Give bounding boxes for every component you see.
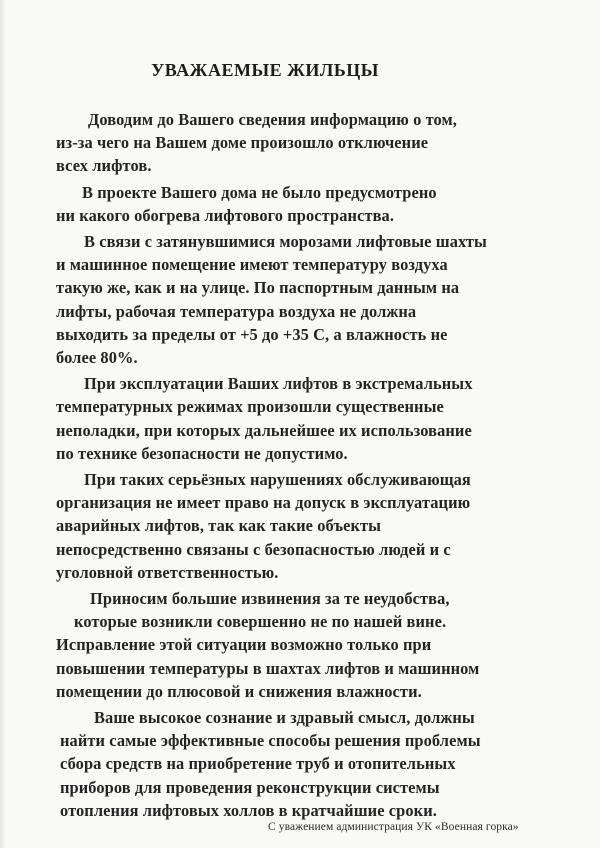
text-line: из-за чего на Вашем доме произошло отключение bbox=[56, 133, 429, 153]
text-line: приборов для проведения реконструкции системы bbox=[60, 777, 440, 797]
text-line: непосредственно связаны с безопасностью людей и с bbox=[56, 539, 451, 559]
text-line: по технике безопасности не допустимо. bbox=[56, 443, 348, 463]
paragraph-malfunctions bbox=[56, 372, 578, 465]
text-line: выходить за пределы от +5 до +35 С, а влажность не bbox=[56, 324, 448, 344]
text-line: неполадки, при которых дальнейшее их использование bbox=[56, 420, 472, 440]
text-line: При эксплуатации Ваших лифтов в экстремальных bbox=[84, 374, 473, 394]
text-line: В проекте Вашего дома не было предусмотрено bbox=[82, 182, 437, 202]
text-line: которые возникли совершенно не по нашей вине. bbox=[74, 612, 447, 632]
text-line: Исправление этой ситуации возможно только при bbox=[56, 635, 432, 655]
text-line: организация не имеет право на допуск в эксплуатацию bbox=[56, 493, 471, 513]
paragraph-no-heating bbox=[56, 181, 578, 227]
text-line: Приносим большие извинения за те неудобства, bbox=[90, 589, 450, 609]
text-line: В связи с затянувшимися морозами лифтовые шахты bbox=[84, 232, 487, 252]
paragraph-funds-request bbox=[60, 706, 578, 822]
text-line: повышении температуры в шахтах лифтов и машинном bbox=[56, 658, 480, 678]
text-line: всех лифтов. bbox=[56, 156, 152, 176]
paper-edge-shadow bbox=[0, 0, 6, 848]
text-line: более 80%. bbox=[56, 348, 138, 368]
paragraph-outage-info bbox=[56, 108, 578, 178]
signature-line: С уважением администрация УК «Военная горка» bbox=[268, 821, 519, 833]
text-line: отопления лифтовых холлов в кратчайшие сроки. bbox=[60, 800, 437, 820]
text-line: такую же, как и на улице. По паспортным данным на bbox=[56, 278, 460, 298]
text-line: Ваше высокое сознание и здравый смысл, должны bbox=[94, 708, 475, 728]
paragraph-no-permit bbox=[56, 468, 578, 584]
paragraph-frost-conditions bbox=[56, 230, 578, 369]
text-line: ни какого обогрева лифтового пространства. bbox=[56, 205, 395, 225]
paragraph-apology bbox=[56, 587, 578, 703]
notice-body bbox=[56, 108, 578, 825]
text-line: температурных режимах произошли существенные bbox=[56, 397, 444, 417]
text-line: сбора средств на приобретение труб и отопительных bbox=[60, 754, 456, 774]
text-line: лифты, рабочая температура воздуха не должна bbox=[56, 301, 417, 321]
text-line: уголовной ответственностью. bbox=[56, 562, 279, 582]
text-line: помещении до плюсовой и снижения влажности. bbox=[56, 681, 422, 701]
text-line: При таких серьёзных нарушениях обслуживающая bbox=[84, 470, 471, 490]
text-line: Доводим до Вашего сведения информацию о том, bbox=[88, 110, 458, 129]
text-line: и машинное помещение имеют температуру воздуха bbox=[56, 255, 448, 275]
notice-title: УВАЖАЕМЫЕ ЖИЛЬЦЫ bbox=[151, 60, 379, 80]
text-line: найти самые эффективные способы решения проблемы bbox=[60, 731, 481, 751]
text-line: аварийных лифтов, так как такие объекты bbox=[56, 516, 382, 536]
